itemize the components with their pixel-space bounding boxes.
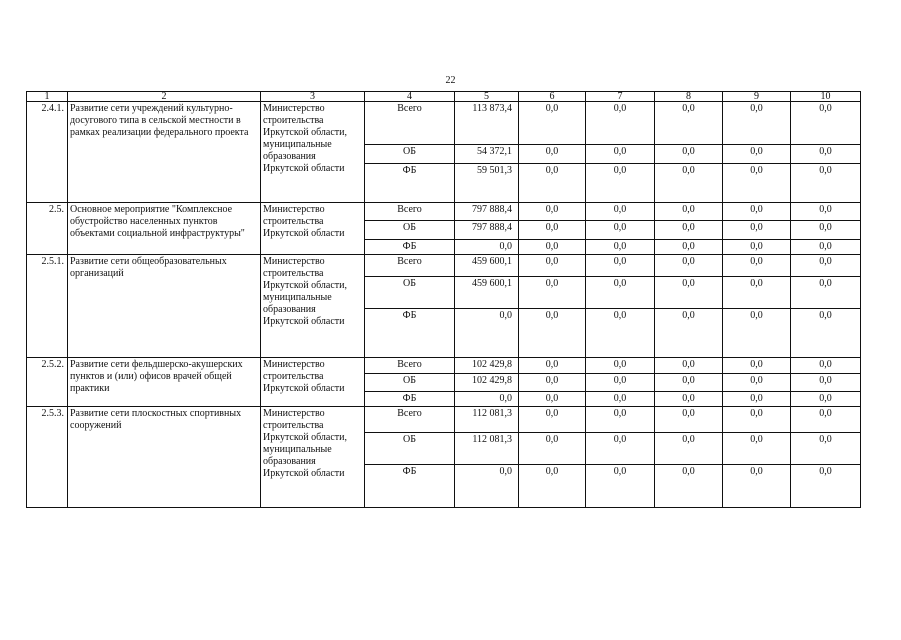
year-amount: 0,0 [723,102,791,145]
year-amount: 0,0 [519,309,586,358]
year-amount: 0,0 [723,203,791,221]
year-amount: 0,0 [723,392,791,407]
year-amount: 0,0 [791,145,861,164]
item-name: Развитие сети плоскостных спортивных сооружений [68,407,261,508]
funding-source: Всего [365,358,455,374]
year-amount: 0,0 [519,240,586,255]
year-amount: 0,0 [586,309,655,358]
year-amount: 0,0 [519,145,586,164]
year-amount: 0,0 [586,255,655,277]
column-number: 7 [586,92,655,102]
funding-source: Всего [365,407,455,433]
year-amount: 0,0 [519,392,586,407]
responsible-executor: Министерство строительства Иркутской области, муниципальные образования Иркутской области [261,102,365,203]
year-amount: 0,0 [586,203,655,221]
total-amount: 102 429,8 [455,374,519,392]
year-amount: 0,0 [586,392,655,407]
total-amount: 59 501,3 [455,164,519,203]
table-row [27,358,861,374]
column-number: 5 [455,92,519,102]
item-number: 2.4.1. [27,102,68,203]
funding-source: ОБ [365,433,455,465]
year-amount: 0,0 [519,221,586,240]
year-amount: 0,0 [791,358,861,374]
item-number: 2.5.1. [27,255,68,358]
column-number: 8 [655,92,723,102]
year-amount: 0,0 [519,102,586,145]
year-amount: 0,0 [791,221,861,240]
funding-source: ФБ [365,164,455,203]
year-amount: 0,0 [586,358,655,374]
year-amount: 0,0 [791,240,861,255]
column-number: 4 [365,92,455,102]
year-amount: 0,0 [723,277,791,309]
year-amount: 0,0 [655,392,723,407]
total-amount: 797 888,4 [455,203,519,221]
year-amount: 0,0 [723,255,791,277]
year-amount: 0,0 [586,277,655,309]
table-row [27,407,861,433]
column-number: 2 [68,92,261,102]
responsible-executor: Министерство строительства Иркутской области [261,203,365,255]
total-amount: 113 873,4 [455,102,519,145]
year-amount: 0,0 [791,407,861,433]
page-number: 22 [445,75,456,86]
year-amount: 0,0 [586,465,655,508]
year-amount: 0,0 [723,358,791,374]
year-amount: 0,0 [519,255,586,277]
year-amount: 0,0 [791,255,861,277]
year-amount: 0,0 [791,309,861,358]
year-amount: 0,0 [723,164,791,203]
item-number: 2.5.2. [27,358,68,407]
year-amount: 0,0 [519,203,586,221]
year-amount: 0,0 [655,277,723,309]
year-amount: 0,0 [586,407,655,433]
year-amount: 0,0 [586,145,655,164]
item-name: Развитие сети учреждений культурно-досугового типа в сельской местности в рамках реализации федерального проекта [68,102,261,203]
total-amount: 102 429,8 [455,358,519,374]
funding-source: Всего [365,255,455,277]
funding-source: ОБ [365,374,455,392]
year-amount: 0,0 [791,374,861,392]
funding-source: ОБ [365,221,455,240]
year-amount: 0,0 [723,221,791,240]
year-amount: 0,0 [655,309,723,358]
column-number: 1 [27,92,68,102]
funding-source: ФБ [365,392,455,407]
year-amount: 0,0 [519,407,586,433]
year-amount: 0,0 [723,407,791,433]
total-amount: 459 600,1 [455,255,519,277]
year-amount: 0,0 [655,240,723,255]
year-amount: 0,0 [655,102,723,145]
year-amount: 0,0 [655,374,723,392]
total-amount: 0,0 [455,392,519,407]
total-amount: 797 888,4 [455,221,519,240]
year-amount: 0,0 [723,465,791,508]
total-amount: 54 372,1 [455,145,519,164]
year-amount: 0,0 [519,465,586,508]
item-number: 2.5. [27,203,68,255]
year-amount: 0,0 [655,145,723,164]
total-amount: 459 600,1 [455,277,519,309]
table-row [27,102,861,145]
year-amount: 0,0 [655,358,723,374]
year-amount: 0,0 [723,374,791,392]
total-amount: 0,0 [455,240,519,255]
year-amount: 0,0 [723,433,791,465]
year-amount: 0,0 [586,433,655,465]
total-amount: 112 081,3 [455,407,519,433]
total-amount: 0,0 [455,465,519,508]
year-amount: 0,0 [519,164,586,203]
year-amount: 0,0 [519,277,586,309]
year-amount: 0,0 [655,255,723,277]
column-number-row [27,92,861,102]
item-name: Развитие сети общеобразовательных организаций [68,255,261,358]
column-number: 10 [791,92,861,102]
year-amount: 0,0 [586,102,655,145]
year-amount: 0,0 [655,433,723,465]
year-amount: 0,0 [791,465,861,508]
table-row [27,203,861,221]
responsible-executor: Министерство строительства Иркутской области, муниципальные образования Иркутской области [261,255,365,358]
year-amount: 0,0 [655,465,723,508]
responsible-executor: Министерство строительства Иркутской области [261,358,365,407]
year-amount: 0,0 [791,102,861,145]
year-amount: 0,0 [519,433,586,465]
item-name: Развитие сети фельдшерско-акушерских пунктов и (или) офисов врачей общей практики [68,358,261,407]
year-amount: 0,0 [586,374,655,392]
funding-source: ФБ [365,309,455,358]
year-amount: 0,0 [791,277,861,309]
year-amount: 0,0 [791,203,861,221]
year-amount: 0,0 [655,164,723,203]
year-amount: 0,0 [723,240,791,255]
table-body [27,92,861,508]
column-number: 9 [723,92,791,102]
year-amount: 0,0 [723,145,791,164]
year-amount: 0,0 [655,203,723,221]
year-amount: 0,0 [586,164,655,203]
funding-source: Всего [365,203,455,221]
year-amount: 0,0 [723,309,791,358]
funding-source: ФБ [365,240,455,255]
year-amount: 0,0 [791,392,861,407]
year-amount: 0,0 [586,240,655,255]
year-amount: 0,0 [519,358,586,374]
table-row [27,255,861,277]
year-amount: 0,0 [791,433,861,465]
item-name: Основное мероприятие "Комплексное обустройство населенных пунктов объектами социальной инфраструктуры" [68,203,261,255]
year-amount: 0,0 [519,374,586,392]
funding-source: ОБ [365,145,455,164]
total-amount: 112 081,3 [455,433,519,465]
responsible-executor: Министерство строительства Иркутской области, муниципальные образования Иркутской области [261,407,365,508]
year-amount: 0,0 [791,164,861,203]
column-number: 6 [519,92,586,102]
item-number: 2.5.3. [27,407,68,508]
total-amount: 0,0 [455,309,519,358]
column-number: 3 [261,92,365,102]
year-amount: 0,0 [586,221,655,240]
year-amount: 0,0 [655,221,723,240]
budget-table [26,91,861,508]
funding-source: Всего [365,102,455,145]
funding-source: ОБ [365,277,455,309]
year-amount: 0,0 [655,407,723,433]
funding-source: ФБ [365,465,455,508]
